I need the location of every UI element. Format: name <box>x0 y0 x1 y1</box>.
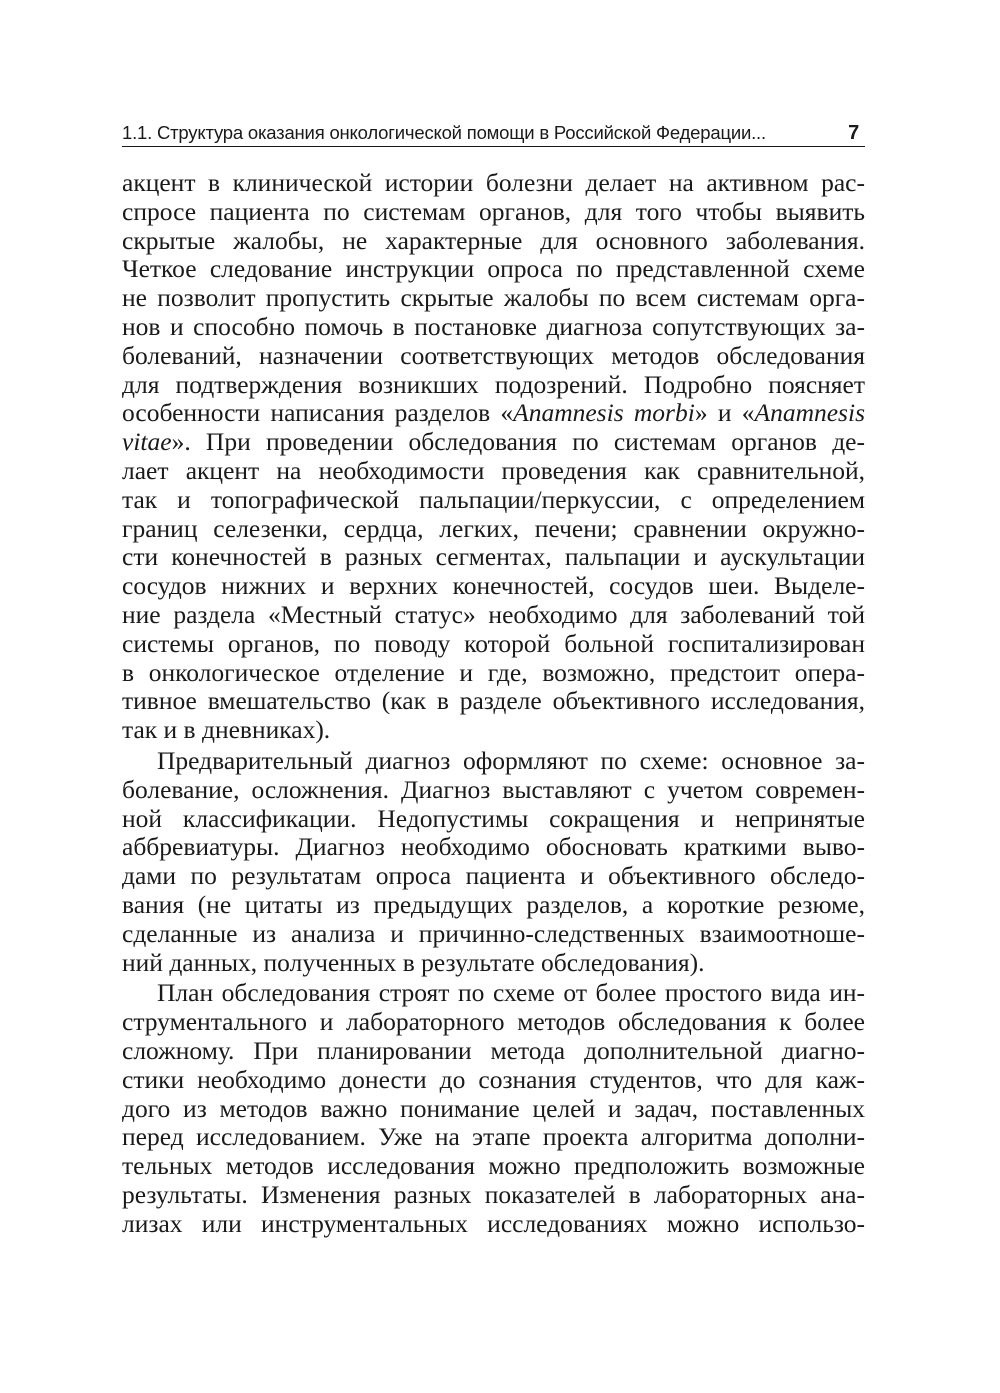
text-line: особенности написания разделов «Anamnesis morbi» и «Anamnesis <box>122 398 865 428</box>
body-text <box>122 169 865 1238</box>
text-line: болевание, осложнения. Диагноз выставляют с учетом современ- <box>122 774 865 804</box>
text-line: струментального и лабораторного методов обследования к более <box>122 1007 865 1037</box>
text-line: Предварительный диагноз оформляют по схеме: основное за- <box>157 745 865 775</box>
text-line: дого из методов важно понимание целей и задач, поставленных <box>122 1093 865 1123</box>
text-line: vitae». При проведении обследования по системам органов де- <box>122 427 865 457</box>
text-line: ний данных, полученных в результате обследования). <box>122 947 705 977</box>
text-line: ние раздела «Местный статус» необходимо для заболеваний той <box>122 599 865 629</box>
text-line: спросе пациента по системам органов, для того чтобы выявить <box>122 196 865 226</box>
text-line: стики необходимо донести до сознания студентов, что для каж- <box>122 1064 865 1094</box>
text-line: нов и способно помочь в постановке диагноза сопутствующих за- <box>122 311 865 341</box>
text-line: лает акцент на необходимости проведения как сравнительной, <box>122 455 865 485</box>
text-line: границ селезенки, сердца, легких, печени; сравнении окружно- <box>122 513 865 543</box>
running-header <box>122 120 865 147</box>
text-line: скрытые жалобы, не характерные для основного заболевания. <box>122 225 865 255</box>
text-line: так и в дневниках). <box>122 715 331 745</box>
text-line: тельных методов исследования можно предположить возможные <box>122 1151 865 1181</box>
text-line: в онкологическое отделение и где, возможно, предстоит опера- <box>122 657 865 687</box>
text-line: сосудов нижних и верхних конечностей, сосудов шеи. Выделе- <box>122 571 865 601</box>
text-line: системы органов, по поводу которой больной госпитализирован <box>122 628 865 658</box>
text-line: План обследования строят по схеме от более простого вида ин- <box>157 978 865 1008</box>
text-line: сти конечностей в разных сегментах, пальпации и аускультации <box>122 542 865 572</box>
text-line: Четкое следование инструкции опроса по представленной схеме <box>122 254 865 284</box>
page-number: 7 <box>848 122 859 144</box>
chapter-title: 1.1. Структура оказания онкологической помощи в Российской Федерации... <box>122 122 766 143</box>
text-line: аббревиатуры. Диагноз необходимо обосновать краткими выво- <box>122 832 865 862</box>
text-line: перед исследованием. Уже на этапе проекта алгоритма дополни- <box>122 1122 865 1152</box>
text-line: не позволит пропустить скрытые жалобы по всем системам орга- <box>122 283 865 313</box>
text-line: лизах или инструментальных исследованиях можно использо- <box>122 1208 865 1238</box>
text-line: результаты. Изменения разных показателей в лабораторных ана- <box>122 1179 865 1209</box>
text-line: болеваний, назначении соответствующих методов обследования <box>122 340 865 370</box>
text-line: вания (не цитаты из предыдущих разделов, а короткие резюме, <box>122 889 865 919</box>
text-line: тивное вмешательство (как в разделе объективного исследования, <box>122 686 865 716</box>
text-line: так и топографической пальпации/перкуссии, с определением <box>122 484 865 514</box>
text-line: акцент в клинической истории болезни делает на активном рас- <box>122 168 865 197</box>
text-line: для подтверждения возникших подозрений. Подробно поясняет <box>122 369 865 399</box>
text-line: ной классификации. Недопустимы сокращения и непринятые <box>122 803 865 833</box>
text-line: сделанные из анализа и причинно-следственных взаимоотноше- <box>122 918 865 948</box>
text-line: сложному. При планировании метода дополнительной диагно- <box>122 1035 865 1065</box>
text-line: дами по результатам опроса пациента и объективного обследо- <box>122 861 865 891</box>
